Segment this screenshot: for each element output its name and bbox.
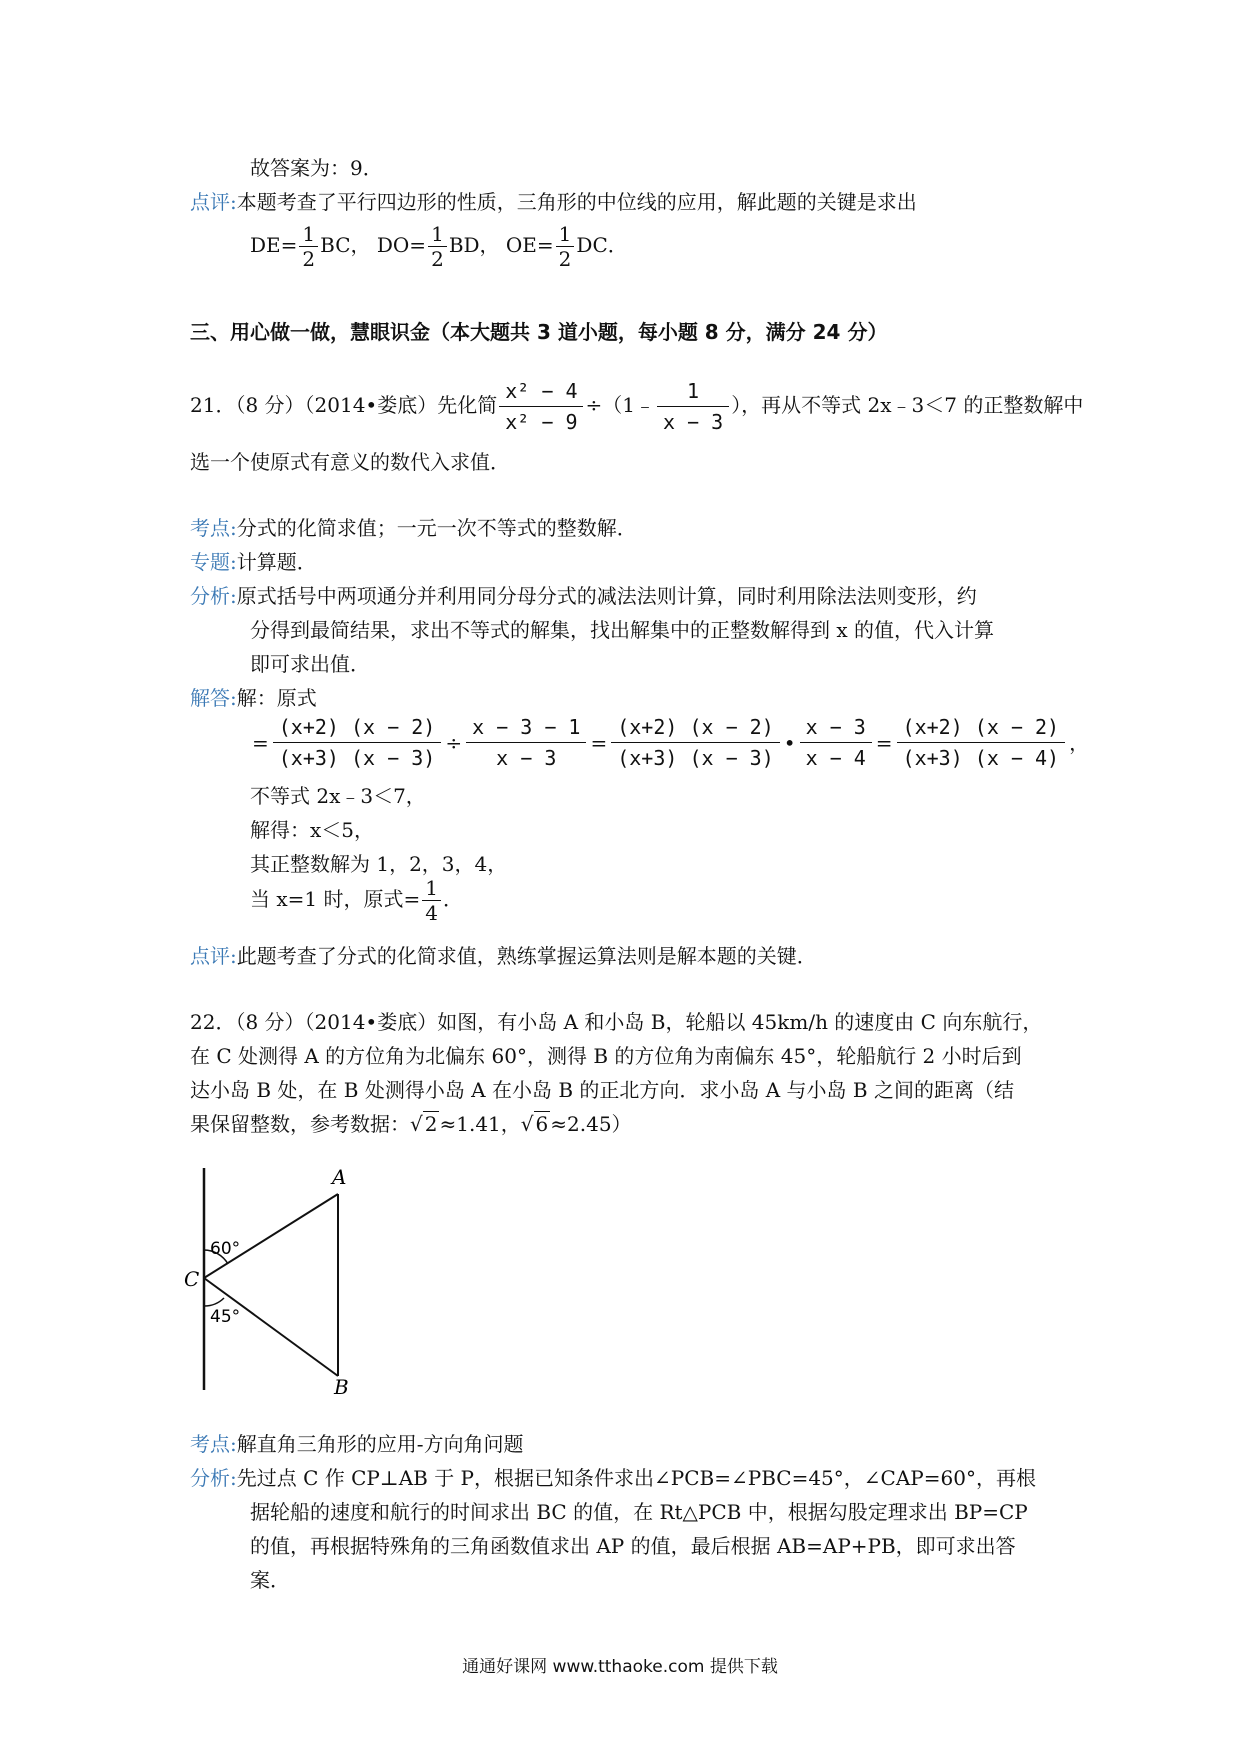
q21-line2: 选一个使原式有意义的数代入求值．: [190, 450, 510, 474]
fenxi-label: 分析:: [190, 1466, 237, 1490]
sqrt-sign: √: [520, 1112, 534, 1136]
q22-fenxi: [190, 1464, 1036, 1492]
fraction-half-2: $\frac{1}{2}$: [428, 222, 447, 271]
angle-arc-45: [204, 1298, 224, 1306]
q22-line-1: 22．（8 分）（2014•娄底）如图，有小岛 A 和小岛 B，轮船以 45km/h 的速度由 C 向东航行，: [190, 1010, 1043, 1034]
direction-angle-figure: [180, 1150, 380, 1395]
kaodian-label: 考点:: [190, 1432, 237, 1456]
sol-last: 当 x=1 时，原式= $\frac{1}{4}$ ．: [250, 876, 463, 925]
jieda-label: 解答:: [190, 686, 237, 710]
answer-line: 故答案为：9．: [250, 156, 383, 180]
q21-prefix: 21．（8 分）（2014•娄底）先化简: [190, 393, 498, 417]
result-fraction: $\frac{1}{4}$: [422, 876, 441, 925]
formula-bc: BC，: [320, 233, 371, 257]
fenxi-label: 分析:: [190, 584, 237, 608]
q21-dianping: [190, 942, 817, 970]
comment-text: 本题考查了平行四边形的性质，三角形的中位线的应用，解此题的关键是求出: [236, 190, 917, 214]
fraction-half-1: $\frac{1}{2}$: [299, 222, 318, 271]
q21-fenxi: [190, 582, 977, 610]
eq-fraction-e: $\frac{(x+2) (x - 2)}{(x+3) (x - 4)}$: [897, 712, 1066, 773]
zhuanti-label: 专题:: [190, 550, 237, 574]
formula-dc: DC．: [576, 233, 628, 257]
formula-do: DO=: [376, 233, 427, 257]
midline-formulas: [250, 222, 628, 271]
eq-fraction-b: $\frac{x - 3 - 1}{x - 3}$: [466, 712, 586, 773]
q22-line-4: 果保留整数，参考数据：√ 2 ≈1.41，√ 6 ≈2.45）: [190, 1112, 632, 1136]
zhuanti-text: 计算题．: [236, 550, 317, 574]
q21-statement: [190, 376, 1083, 437]
q22-line-3: 达小岛 B 处，在 B 处测得小岛 A 在小岛 B 的正北方向．求小岛 A 与小岛 B 之间的距离（结: [190, 1078, 1014, 1102]
eq-fraction-c: $\frac{(x+2) (x - 2)}{(x+3) (x - 3)}$: [611, 712, 780, 773]
fenxi-line-2: 分得到最简结果，求出不等式的解集，找出解集中的正整数解得到 x 的值，代入计算: [250, 618, 994, 642]
sol-line-3: 其正整数解为 1，2，3，4，: [250, 852, 508, 876]
kaodian-text: 解直角三角形的应用-方向角问题: [236, 1432, 524, 1456]
jieda-first: 解：原式: [236, 686, 317, 710]
formula-oe: OE=: [505, 233, 554, 257]
label-a: A: [332, 1165, 347, 1189]
formula-bd: BD，: [448, 233, 500, 257]
q21-suffix: ），再从不等式 2x﹣3＜7 的正整数解中: [731, 393, 1084, 417]
q22-line-2: 在 C 处测得 A 的方位角为北偏东 60°，测得 B 的方位角为南偏东 45°，轮船航行 2 小时后到: [190, 1044, 1022, 1068]
sqrt-sign: √: [410, 1112, 423, 1136]
kaodian-label: 考点:: [190, 516, 237, 540]
section-heading: 三、用心做一做，慧眼识金（本大题共 3 道小题，每小题 8 分，满分 24 分）: [190, 320, 888, 344]
sol-line-2: 解得：x＜5，: [250, 818, 375, 842]
q22-fenxi-line-2: 据轮船的速度和航行的时间求出 BC 的值，在 Rt△PCB 中，根据勾股定理求出 BP=CP: [250, 1500, 1028, 1524]
fenxi-line-1: 原式括号中两项通分并利用同分母分式的减法法则计算，同时利用除法法则变形，约: [236, 584, 977, 608]
segment-cb: [204, 1278, 338, 1376]
fenxi-line-3: 即可求出值．: [250, 652, 370, 676]
kaodian-text: 分式的化简求值；一元一次不等式的整数解．: [236, 516, 637, 540]
sqrt-6: 6: [535, 1112, 549, 1136]
q22-kaodian: [190, 1430, 524, 1458]
q22-fenxi-line-3: 的值，再根据特殊角的三角函数值求出 AP 的值，最后根据 AB=AP+PB，即可求出答: [250, 1534, 1016, 1558]
dianping-text: 此题考查了分式的化简求值，熟练掌握运算法则是解本题的关键．: [236, 944, 817, 968]
label-c: C: [184, 1267, 200, 1291]
label-b: B: [334, 1375, 349, 1395]
comment-label: 点评:: [190, 190, 237, 214]
q21-fraction-b: $\frac{1}{x - 3}$: [657, 376, 729, 437]
q21-fraction-a: $\frac{\text{x² − 4}}{\text{x² − 9}}$: [499, 376, 583, 437]
dianping-label: 点评:: [190, 944, 237, 968]
fenxi-line-1: 先过点 C 作 CP⊥AB 于 P，根据已知条件求出∠PCB=∠PBC=45°，∠CAP=60°，再根: [236, 1466, 1036, 1490]
segment-ca: [204, 1194, 338, 1278]
eq-fraction-a: $\frac{(x+2) (x - 2)}{(x+3) (x - 3)}$: [273, 712, 442, 773]
q21-mid: ÷（1﹣: [585, 393, 655, 417]
fraction-half-3: $\frac{1}{2}$: [556, 222, 575, 271]
angle-label-45: 45°: [210, 1307, 241, 1327]
q22-fenxi-line-4: 案．: [250, 1568, 290, 1592]
q21-equation: = $\frac{(x+2) (x - 2)}{(x+3) (x - 3)}$ ÷ $\frac{x - 3 - 1}{x - 3}$ = $\frac{(x+2) (x - 2)}{(x+3) (x - 3)}$ • $\frac{x - 3}{x - 4}$ = $\frac{(x+2) (x - 2)}{(x+3) (x - 4)}$ ，: [250, 712, 1091, 773]
sqrt-2: 2: [424, 1112, 438, 1136]
sol-line-1: 不等式 2x﹣3＜7，: [250, 784, 426, 808]
angle-label-60: 60°: [210, 1239, 241, 1259]
page-footer: 通通好课网 www.tthaoke.com 提供下载: [462, 1657, 778, 1677]
q21-zhuanti: [190, 548, 317, 576]
comment-row: [190, 188, 917, 216]
q21-kaodian: [190, 514, 637, 542]
formula-de: DE=: [250, 233, 298, 257]
q21-jieda: [190, 684, 317, 712]
eq-fraction-d: $\frac{x - 3}{x - 4}$: [800, 712, 872, 773]
